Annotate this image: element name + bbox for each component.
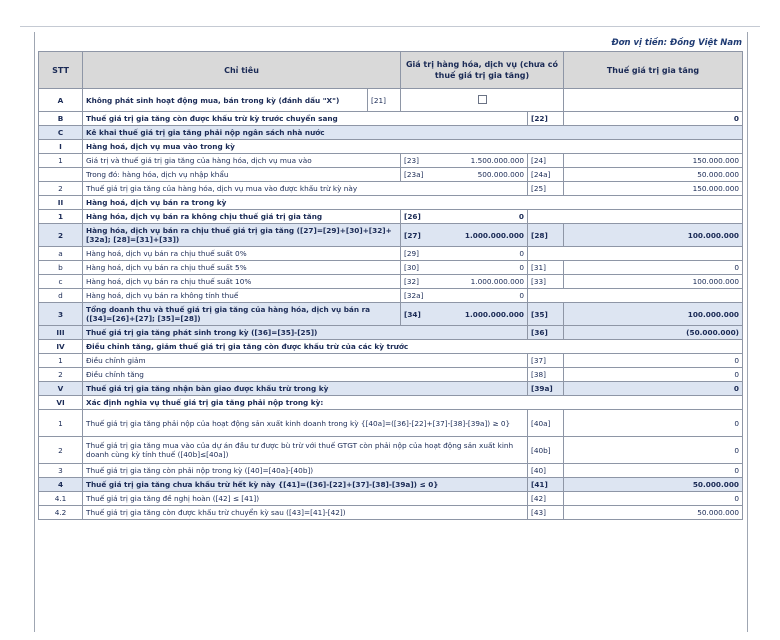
code-26: [26] bbox=[404, 212, 421, 221]
row-vi-2 bbox=[39, 437, 743, 464]
row-vi-1 bbox=[39, 410, 743, 437]
frame-top-line bbox=[20, 26, 760, 27]
row-vi bbox=[39, 396, 743, 410]
vat-field[interactable]: 0 bbox=[564, 437, 743, 464]
empty-cell bbox=[528, 247, 743, 261]
code: [40b] bbox=[528, 437, 564, 464]
value-cell bbox=[401, 224, 528, 247]
label: Điều chỉnh tăng, giảm thuế giá trị gia tăng còn được khấu trừ của các kỳ trước bbox=[83, 340, 743, 354]
stt: IV bbox=[39, 340, 83, 354]
stt: 1 bbox=[39, 354, 83, 368]
stt: 2 bbox=[39, 437, 83, 464]
row-ii-3 bbox=[39, 303, 743, 326]
stt: 3 bbox=[39, 464, 83, 478]
label: Thuế giá trị gia tăng phải nộp của hoạt động sản xuất kinh doanh trong kỳ {[40a]=([36]-[22]+[37]-[38]-[39a]) ≥ 0} bbox=[83, 410, 528, 437]
stt: III bbox=[39, 326, 83, 340]
row-iv-1 bbox=[39, 354, 743, 368]
row-i bbox=[39, 140, 743, 154]
value-field[interactable]: 1.500.000.000 bbox=[470, 156, 524, 165]
code: [21] bbox=[368, 89, 401, 112]
code-30: [30] bbox=[404, 263, 419, 272]
label: Kê khai thuế giá trị gia tăng phải nộp ngân sách nhà nước bbox=[83, 126, 743, 140]
label: Hàng hóa, dịch vụ bán ra chịu thuế giá trị gia tăng ([27]=[29]+[30]+[32]+[32a]; [28]=[31]+[33]) bbox=[83, 224, 401, 247]
header-value: Giá trị hàng hóa, dịch vụ (chưa có thuế giá trị gia tăng) bbox=[401, 52, 564, 89]
label: Thuế giá trị gia tăng còn được khấu trừ kỳ trước chuyển sang bbox=[83, 112, 528, 126]
code: [40a] bbox=[528, 410, 564, 437]
stt: A bbox=[39, 89, 83, 112]
code: [28] bbox=[528, 224, 564, 247]
code: [24a] bbox=[528, 168, 564, 182]
row-b bbox=[39, 112, 743, 126]
stt: 1 bbox=[39, 210, 83, 224]
value-field[interactable]: 0 bbox=[518, 212, 524, 221]
row-vi-4-1 bbox=[39, 492, 743, 506]
vat-field[interactable]: 50.000.000 bbox=[564, 168, 743, 182]
row-i-1a bbox=[39, 168, 743, 182]
stt: 1 bbox=[39, 154, 83, 168]
stt: 1 bbox=[39, 410, 83, 437]
code: [22] bbox=[528, 112, 564, 126]
value-cell bbox=[401, 247, 528, 261]
value-cell bbox=[401, 261, 528, 275]
header-stt: STT bbox=[39, 52, 83, 89]
row-ii-d bbox=[39, 289, 743, 303]
value-cell bbox=[401, 275, 528, 289]
row-i-1 bbox=[39, 154, 743, 168]
row-iv bbox=[39, 340, 743, 354]
code: [33] bbox=[528, 275, 564, 289]
code: [42] bbox=[528, 492, 564, 506]
header-criteria: Chỉ tiêu bbox=[83, 52, 401, 89]
row-vi-3 bbox=[39, 464, 743, 478]
row-ii-b bbox=[39, 261, 743, 275]
no-activity-checkbox-cell[interactable] bbox=[401, 89, 564, 112]
code: [39a] bbox=[528, 382, 564, 396]
code-32a: [32a] bbox=[404, 291, 424, 300]
vat-field[interactable]: 100.000.000 bbox=[564, 275, 743, 289]
row-ii-1 bbox=[39, 210, 743, 224]
value-cell bbox=[401, 303, 528, 326]
code: [38] bbox=[528, 368, 564, 382]
stt: II bbox=[39, 196, 83, 210]
amount-field[interactable]: 0 bbox=[564, 112, 743, 126]
stt: 2 bbox=[39, 224, 83, 247]
code: [35] bbox=[528, 303, 564, 326]
vat-field[interactable]: 150.000.000 bbox=[564, 182, 743, 196]
vat-declaration-table bbox=[38, 51, 743, 520]
empty-cell bbox=[564, 89, 743, 112]
vat-field[interactable]: 0 bbox=[564, 354, 743, 368]
vat-field[interactable]: 100.000.000 bbox=[564, 303, 743, 326]
vat-field[interactable]: 0 bbox=[564, 464, 743, 478]
label: Hàng hoá, dịch vụ bán ra chịu thuế suất 0% bbox=[83, 247, 401, 261]
code: [36] bbox=[528, 326, 564, 340]
row-vi-4-2 bbox=[39, 506, 743, 520]
row-ii bbox=[39, 196, 743, 210]
code-23: [23] bbox=[404, 156, 419, 165]
label: Thuế giá trị gia tăng mua vào của dự án đầu tư được bù trừ với thuế GTGT còn phải nộp của hoạt động sản xuất kinh doanh cùng kỳ tính thuế ([40b]≤[40a]) bbox=[83, 437, 528, 464]
stt: a bbox=[39, 247, 83, 261]
label: Thuế giá trị gia tăng của hàng hóa, dịch vụ mua vào được khấu trừ kỳ này bbox=[83, 182, 528, 196]
empty-cell bbox=[528, 289, 743, 303]
stt bbox=[39, 168, 83, 182]
stt: b bbox=[39, 261, 83, 275]
vat-field[interactable]: 0 bbox=[564, 410, 743, 437]
value-field[interactable]: 0 bbox=[519, 249, 524, 258]
vat-field[interactable]: 100.000.000 bbox=[564, 224, 743, 247]
stt: d bbox=[39, 289, 83, 303]
stt: VI bbox=[39, 396, 83, 410]
vat-field[interactable]: 0 bbox=[564, 261, 743, 275]
stt: C bbox=[39, 126, 83, 140]
label: Xác định nghĩa vụ thuế giá trị gia tăng phải nộp trong kỳ: bbox=[83, 396, 743, 410]
value-cell bbox=[401, 289, 528, 303]
row-a bbox=[39, 89, 743, 112]
stt: 4.1 bbox=[39, 492, 83, 506]
row-ii-2 bbox=[39, 224, 743, 247]
vat-field[interactable]: 50.000.000 bbox=[564, 506, 743, 520]
row-ii-a bbox=[39, 247, 743, 261]
code: [40] bbox=[528, 464, 564, 478]
stt: 4 bbox=[39, 478, 83, 492]
code-32: [32] bbox=[404, 277, 419, 286]
code-34: [34] bbox=[404, 309, 421, 319]
row-iv-2 bbox=[39, 368, 743, 382]
stt: 2 bbox=[39, 368, 83, 382]
row-vi-4 bbox=[39, 478, 743, 492]
label: Không phát sinh hoạt động mua, bán trong kỳ (đánh dấu "X") bbox=[83, 89, 368, 112]
code: [24] bbox=[528, 154, 564, 168]
value-field[interactable]: 1.000.000.000 bbox=[464, 309, 524, 319]
header-row bbox=[39, 52, 743, 89]
stt: 2 bbox=[39, 182, 83, 196]
value-cell bbox=[401, 154, 528, 168]
label: Hàng hoá, dịch vụ bán ra chịu thuế suất 10% bbox=[83, 275, 401, 289]
label: Thuế giá trị gia tăng còn phải nộp trong kỳ ([40]=[40a]-[40b]) bbox=[83, 464, 528, 478]
no-activity-checkbox[interactable] bbox=[478, 95, 487, 104]
label: Thuế giá trị gia tăng đề nghị hoàn ([42] ≤ [41]) bbox=[83, 492, 528, 506]
stt: B bbox=[39, 112, 83, 126]
value-field[interactable]: 0 bbox=[519, 291, 524, 300]
stt: 4.2 bbox=[39, 506, 83, 520]
row-iii bbox=[39, 326, 743, 340]
code-23a: [23a] bbox=[404, 170, 424, 179]
code-27: [27] bbox=[404, 230, 421, 240]
label: Thuế giá trị gia tăng chưa khấu trừ hết kỳ này {[41]=([36]-[22]+[37]-[38]-[39a]) ≤ 0} bbox=[83, 478, 528, 492]
label: Thuế giá trị gia tăng phát sinh trong kỳ ([36]=[35]-[25]) bbox=[83, 326, 528, 340]
value-field[interactable]: 500.000.000 bbox=[477, 170, 524, 179]
label: Điều chỉnh tăng bbox=[83, 368, 528, 382]
label: Hàng hoá, dịch vụ bán ra không tính thuế bbox=[83, 289, 401, 303]
label: Hàng hóa, dịch vụ bán ra không chịu thuế giá trị gia tăng bbox=[83, 210, 401, 224]
value-field[interactable]: 1.000.000.000 bbox=[464, 230, 524, 240]
vat-field[interactable]: 50.000.000 bbox=[564, 478, 743, 492]
code-29: [29] bbox=[404, 249, 419, 258]
row-i-2 bbox=[39, 182, 743, 196]
code: [41] bbox=[528, 478, 564, 492]
label: Tổng doanh thu và thuế giá trị gia tăng của hàng hóa, dịch vụ bán ra ([34]=[26]+[27]; [35]=[28]) bbox=[83, 303, 401, 326]
stt: 3 bbox=[39, 303, 83, 326]
value-cell bbox=[401, 168, 528, 182]
label: Thuế giá trị gia tăng nhận bàn giao được khấu trừ trong kỳ bbox=[83, 382, 528, 396]
vat-field[interactable]: 0 bbox=[564, 492, 743, 506]
label: Hàng hoá, dịch vụ bán ra trong kỳ bbox=[83, 196, 743, 210]
header-vat: Thuế giá trị gia tăng bbox=[564, 52, 743, 89]
stt: c bbox=[39, 275, 83, 289]
label: Hàng hoá, dịch vụ bán ra chịu thuế suất 5% bbox=[83, 261, 401, 275]
code: [43] bbox=[528, 506, 564, 520]
vat-field[interactable]: 0 bbox=[564, 368, 743, 382]
label: Thuế giá trị gia tăng còn được khấu trừ chuyển kỳ sau ([43]=[41]-[42]) bbox=[83, 506, 528, 520]
stt: I bbox=[39, 140, 83, 154]
row-v bbox=[39, 382, 743, 396]
row-ii-c bbox=[39, 275, 743, 289]
value-field[interactable]: 1.000.000.000 bbox=[470, 277, 524, 286]
row-c bbox=[39, 126, 743, 140]
value-cell bbox=[401, 210, 528, 224]
currency-unit: Đơn vị tiền: Đồng Việt Nam bbox=[611, 38, 742, 48]
stt: V bbox=[39, 382, 83, 396]
code: [31] bbox=[528, 261, 564, 275]
vat-field[interactable]: (50.000.000) bbox=[564, 326, 743, 340]
label: Hàng hoá, dịch vụ mua vào trong kỳ bbox=[83, 140, 743, 154]
label: Giá trị và thuế giá trị gia tăng của hàng hóa, dịch vụ mua vào bbox=[83, 154, 401, 168]
code: [37] bbox=[528, 354, 564, 368]
vat-field[interactable]: 150.000.000 bbox=[564, 154, 743, 168]
label: Điều chỉnh giảm bbox=[83, 354, 528, 368]
value-field[interactable]: 0 bbox=[519, 263, 524, 272]
empty-cell bbox=[528, 210, 743, 224]
code: [25] bbox=[528, 182, 564, 196]
label: Trong đó: hàng hóa, dịch vụ nhập khẩu bbox=[83, 168, 401, 182]
vat-field[interactable]: 0 bbox=[564, 382, 743, 396]
